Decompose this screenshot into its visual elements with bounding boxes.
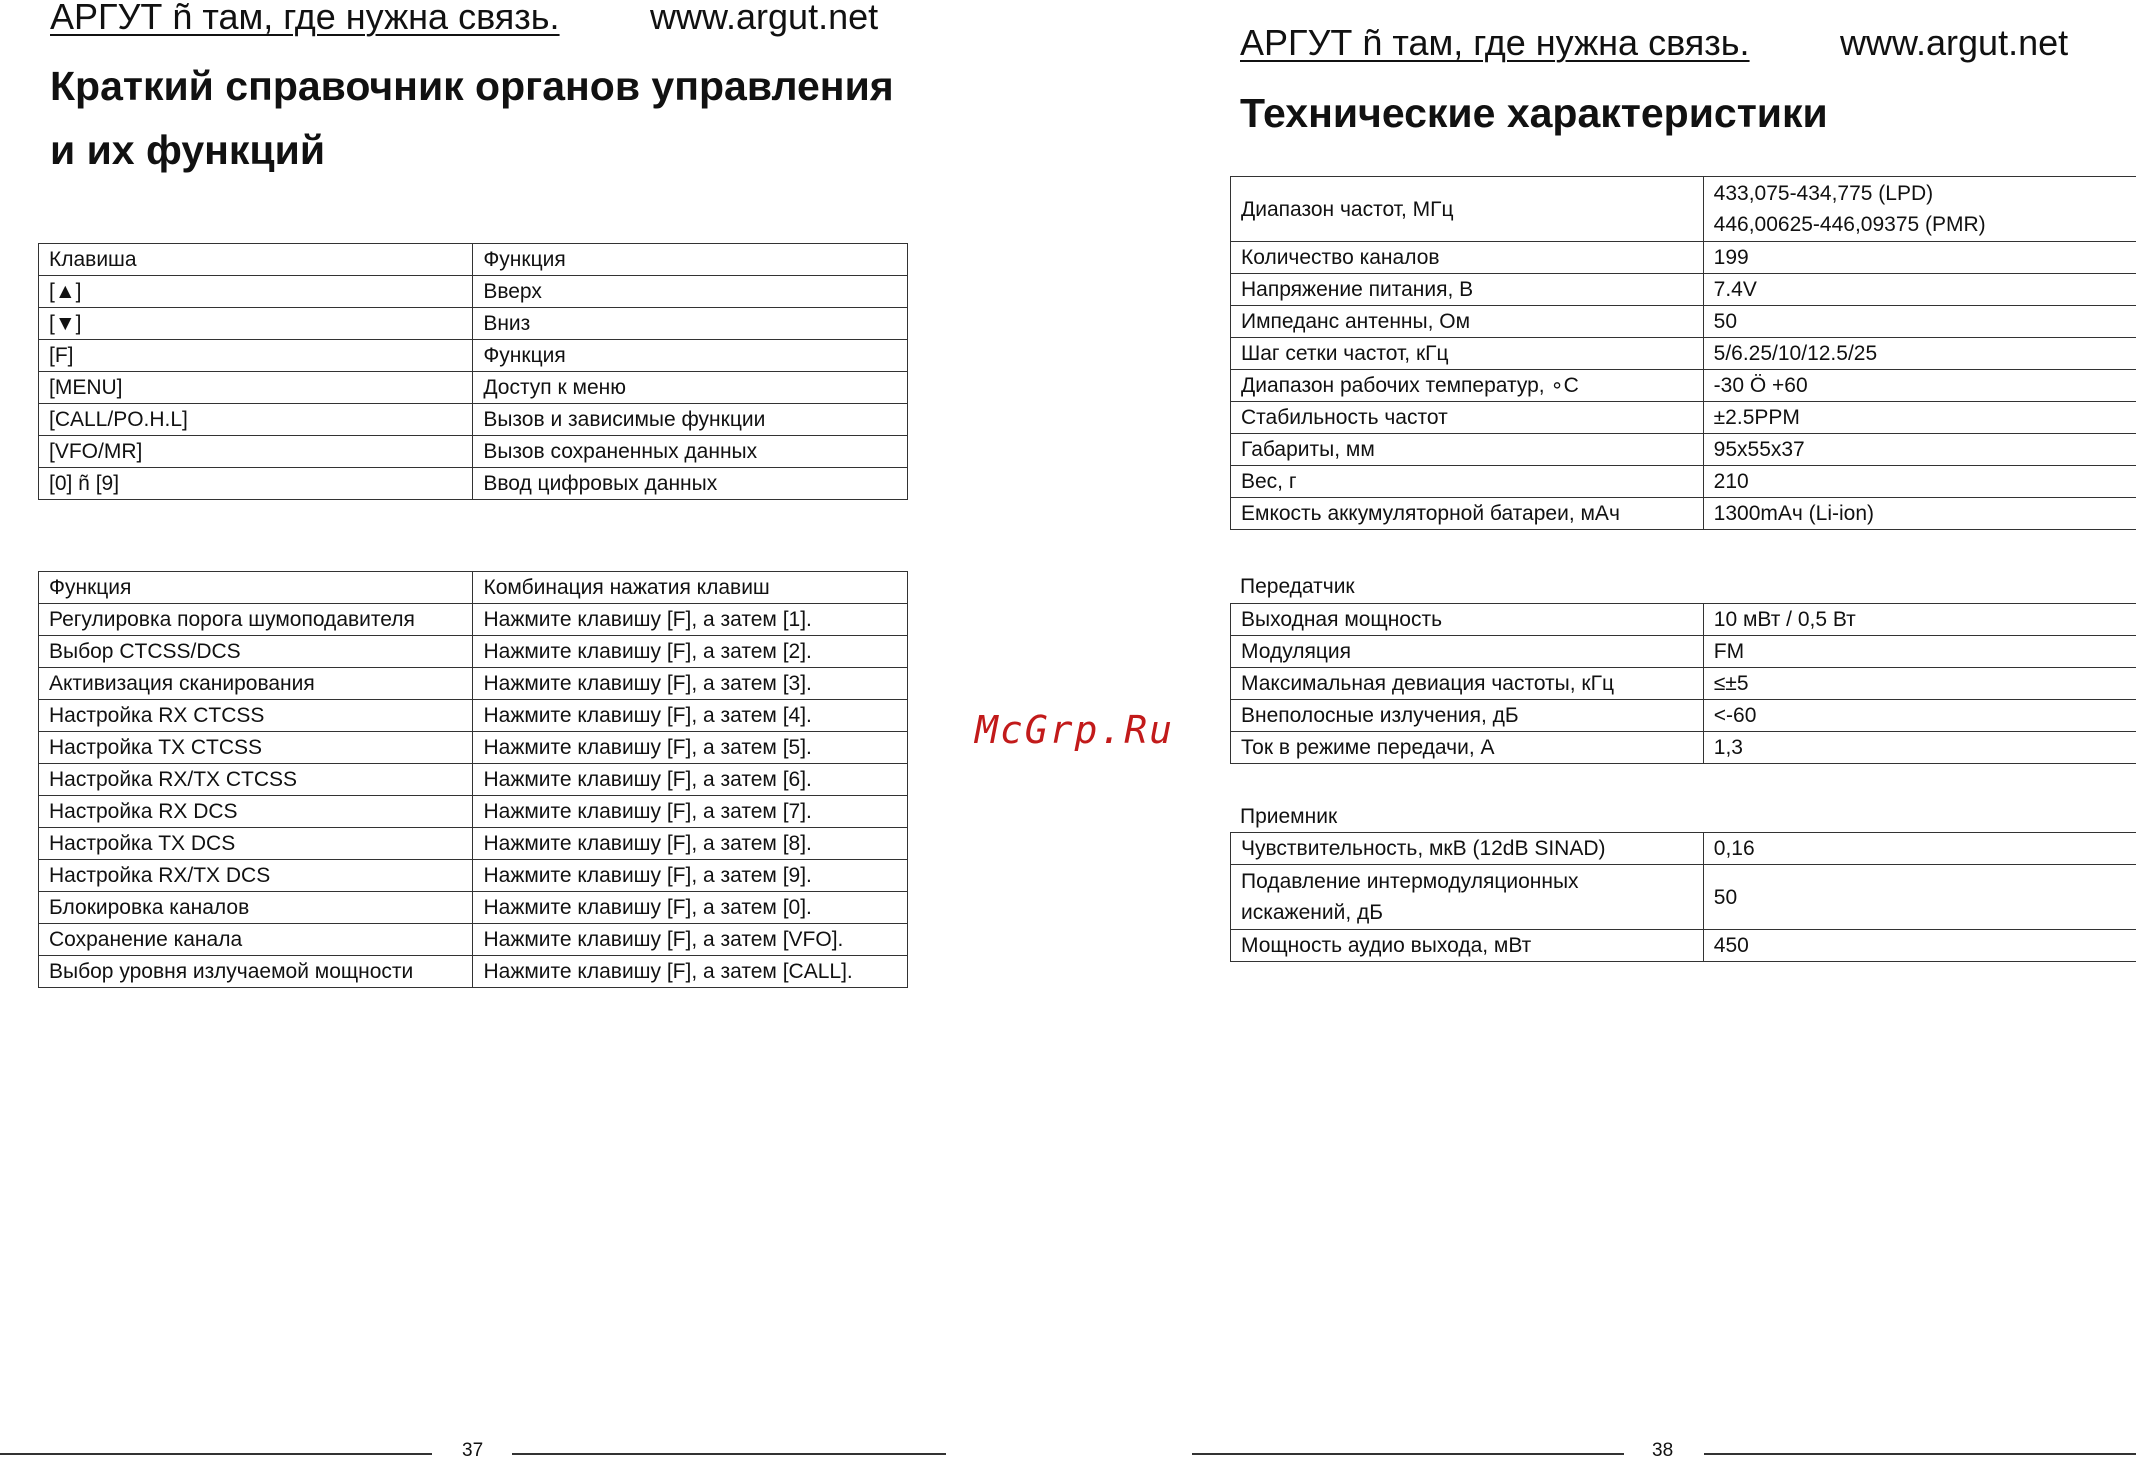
table-cell: Напряжение питания, В	[1231, 274, 1704, 306]
table-cell: Нажмите клавишу [F], а затем [8].	[473, 828, 908, 860]
header-brand: АРГУТ ñ там, где нужна связь.	[50, 0, 560, 37]
intermod-label-line1: Подавление интермодуляционных	[1241, 866, 1693, 897]
table-cell	[1231, 865, 1704, 930]
table-row	[39, 404, 908, 436]
table-row	[1231, 338, 2136, 370]
table-cell: Ввод цифровых данных	[473, 468, 908, 500]
table-row	[39, 340, 908, 372]
table-header-cell: Функция	[39, 572, 473, 604]
table-cell: Максимальная девиация частоты, кГц	[1231, 668, 1704, 700]
table-cell: Мощность аудио выхода, мВт	[1231, 930, 1704, 962]
table-cell: Габариты, мм	[1231, 434, 1704, 466]
table-row	[39, 436, 908, 468]
table-cell: Настройка RX CTCSS	[39, 700, 473, 732]
table-row	[1231, 732, 2136, 764]
page-number: 37	[462, 1440, 483, 1462]
table-cell: Настройка RX/TX CTCSS	[39, 764, 473, 796]
table-row	[39, 764, 908, 796]
table-row	[1231, 930, 2136, 962]
table-cell: Нажмите клавишу [F], а затем [0].	[473, 892, 908, 924]
table-cell: Нажмите клавишу [F], а затем [2].	[473, 636, 908, 668]
left-page	[0, 0, 1068, 1460]
table-row	[39, 796, 908, 828]
table-header-cell: Комбинация нажатия клавиш	[473, 572, 908, 604]
table-cell: Нажмите клавишу [F], а затем [VFO].	[473, 924, 908, 956]
table-cell: Настройка RX DCS	[39, 796, 473, 828]
table-cell: Настройка TX CTCSS	[39, 732, 473, 764]
table-cell: [▲]	[39, 276, 473, 308]
table-cell: 450	[1703, 930, 2136, 962]
table-cell: Диапазон рабочих температур, ∘С	[1231, 370, 1704, 402]
table-row	[39, 700, 908, 732]
combo-table	[38, 571, 908, 988]
table-cell: 5/6.25/10/12.5/25	[1703, 338, 2136, 370]
table-row	[1231, 668, 2136, 700]
table-header-cell: Функция	[473, 244, 908, 276]
receiver-label: Приемник	[1240, 805, 1337, 829]
table-cell: Нажмите клавишу [F], а затем [9].	[473, 860, 908, 892]
table-cell: Нажмите клавишу [F], а затем [6].	[473, 764, 908, 796]
table-cell: Внеполосные излучения, дБ	[1231, 700, 1704, 732]
table-cell: 210	[1703, 466, 2136, 498]
table-cell: 1300mАч (Li-ion)	[1703, 498, 2136, 530]
table-cell: [0] ñ [9]	[39, 468, 473, 500]
table-row	[1231, 242, 2136, 274]
table-cell: ±2.5PPM	[1703, 402, 2136, 434]
table-row	[1231, 177, 2136, 242]
transmitter-label: Передатчик	[1240, 575, 1355, 599]
table-cell: Шаг сетки частот, кГц	[1231, 338, 1704, 370]
table-row	[39, 668, 908, 700]
right-title: Технические характеристики	[1240, 81, 1828, 145]
table-cell: ≤±5	[1703, 668, 2136, 700]
table-cell: 199	[1703, 242, 2136, 274]
table-cell: Емкость аккумуляторной батареи, мАч	[1231, 498, 1704, 530]
table-row	[1231, 434, 2136, 466]
table-cell: FM	[1703, 636, 2136, 668]
table-cell: Нажмите клавишу [F], а затем [3].	[473, 668, 908, 700]
table-row	[39, 604, 908, 636]
table-row	[1231, 402, 2136, 434]
table-row	[1231, 604, 2136, 636]
table-row	[39, 956, 908, 988]
table-cell: Настройка RX/TX DCS	[39, 860, 473, 892]
table-row	[1231, 274, 2136, 306]
left-title-line1: Краткий справочник органов управления	[50, 54, 894, 118]
table-row	[39, 276, 908, 308]
table-cell: 0,16	[1703, 833, 2136, 865]
table-row	[39, 636, 908, 668]
table-cell: [MENU]	[39, 372, 473, 404]
table-row	[1231, 466, 2136, 498]
table-row	[39, 892, 908, 924]
header-brand: АРГУТ ñ там, где нужна связь.	[1240, 22, 1750, 63]
table-row	[39, 372, 908, 404]
table-cell: Активизация сканирования	[39, 668, 473, 700]
table-cell: Стабильность частот	[1231, 402, 1704, 434]
footer-rule-left-b	[512, 1453, 946, 1455]
table-cell: 7.4V	[1703, 274, 2136, 306]
table-cell: -30 Ö +60	[1703, 370, 2136, 402]
table-cell: 50	[1703, 306, 2136, 338]
watermark: McGrp.Ru	[975, 708, 1174, 752]
freq-value-lpd: 433,075-434,775 (LPD)	[1714, 178, 2127, 209]
right-header	[1240, 22, 2090, 64]
table-cell: Чувствительность, мкВ (12dB SINAD)	[1231, 833, 1704, 865]
table-row	[39, 828, 908, 860]
general-specs-table	[1230, 176, 2136, 530]
table-cell: Регулировка порога шумоподавителя	[39, 604, 473, 636]
receiver-table	[1230, 832, 2136, 962]
keys-table	[38, 243, 908, 500]
table-cell: [F]	[39, 340, 473, 372]
table-row	[39, 924, 908, 956]
table-cell: Вызов сохраненных данных	[473, 436, 908, 468]
table-row	[1231, 700, 2136, 732]
table-cell: Выбор CTCSS/DCS	[39, 636, 473, 668]
header-site: www.argut.net	[650, 0, 878, 38]
table-cell: Выходная мощность	[1231, 604, 1704, 636]
table-cell: <-60	[1703, 700, 2136, 732]
table-cell: Блокировка каналов	[39, 892, 473, 924]
footer-rule-left-a	[0, 1453, 432, 1455]
table-cell: Вызов и зависимые функции	[473, 404, 908, 436]
table-cell: Модуляция	[1231, 636, 1704, 668]
table-cell: Ток в режиме передачи, А	[1231, 732, 1704, 764]
table-cell: 50	[1703, 865, 2136, 930]
table-cell: 1,3	[1703, 732, 2136, 764]
left-title-line2: и их функций	[50, 118, 325, 182]
left-header	[50, 0, 900, 38]
table-row	[1231, 370, 2136, 402]
table-cell: Вес, г	[1231, 466, 1704, 498]
header-site: www.argut.net	[1840, 22, 2068, 64]
table-cell: Доступ к меню	[473, 372, 908, 404]
table-cell: 10 мВт / 0,5 Вт	[1703, 604, 2136, 636]
intermod-label-line2: искажений, дБ	[1241, 897, 1693, 928]
freq-value-pmr: 446,00625-446,09375 (PMR)	[1714, 209, 2127, 240]
table-cell: [CALL/PO.H.L]	[39, 404, 473, 436]
table-cell: Выбор уровня излучаемой мощности	[39, 956, 473, 988]
table-row	[39, 860, 908, 892]
table-header-cell: Клавиша	[39, 244, 473, 276]
table-cell: Вверх	[473, 276, 908, 308]
page-number: 38	[1652, 1440, 1673, 1462]
table-cell: Сохранение канала	[39, 924, 473, 956]
table-cell: 95x55x37	[1703, 434, 2136, 466]
table-cell: Количество каналов	[1231, 242, 1704, 274]
table-row	[39, 468, 908, 500]
table-row	[1231, 306, 2136, 338]
footer-rule-right-b	[1704, 1453, 2136, 1455]
table-cell: Функция	[473, 340, 908, 372]
table-cell: Нажмите клавишу [F], а затем [1].	[473, 604, 908, 636]
table-cell	[1703, 177, 2136, 242]
table-cell: Диапазон частот, МГц	[1231, 177, 1704, 242]
table-cell: [VFO/MR]	[39, 436, 473, 468]
table-cell: Нажмите клавишу [F], а затем [CALL].	[473, 956, 908, 988]
table-row	[1231, 833, 2136, 865]
table-cell: Вниз	[473, 308, 908, 340]
table-row	[1231, 498, 2136, 530]
table-cell: Нажмите клавишу [F], а затем [5].	[473, 732, 908, 764]
right-page	[1068, 0, 2136, 1460]
table-cell: Нажмите клавишу [F], а затем [7].	[473, 796, 908, 828]
transmitter-table	[1230, 603, 2136, 764]
table-cell: [▼]	[39, 308, 473, 340]
table-row	[39, 308, 908, 340]
table-cell: Импеданс антенны, Ом	[1231, 306, 1704, 338]
table-row	[1231, 636, 2136, 668]
table-row	[39, 732, 908, 764]
table-header-row	[39, 244, 908, 276]
table-cell: Нажмите клавишу [F], а затем [4].	[473, 700, 908, 732]
table-header-row	[39, 572, 908, 604]
table-cell: Настройка TX DCS	[39, 828, 473, 860]
table-row	[1231, 865, 2136, 930]
footer-rule-right-a	[1192, 1453, 1624, 1455]
